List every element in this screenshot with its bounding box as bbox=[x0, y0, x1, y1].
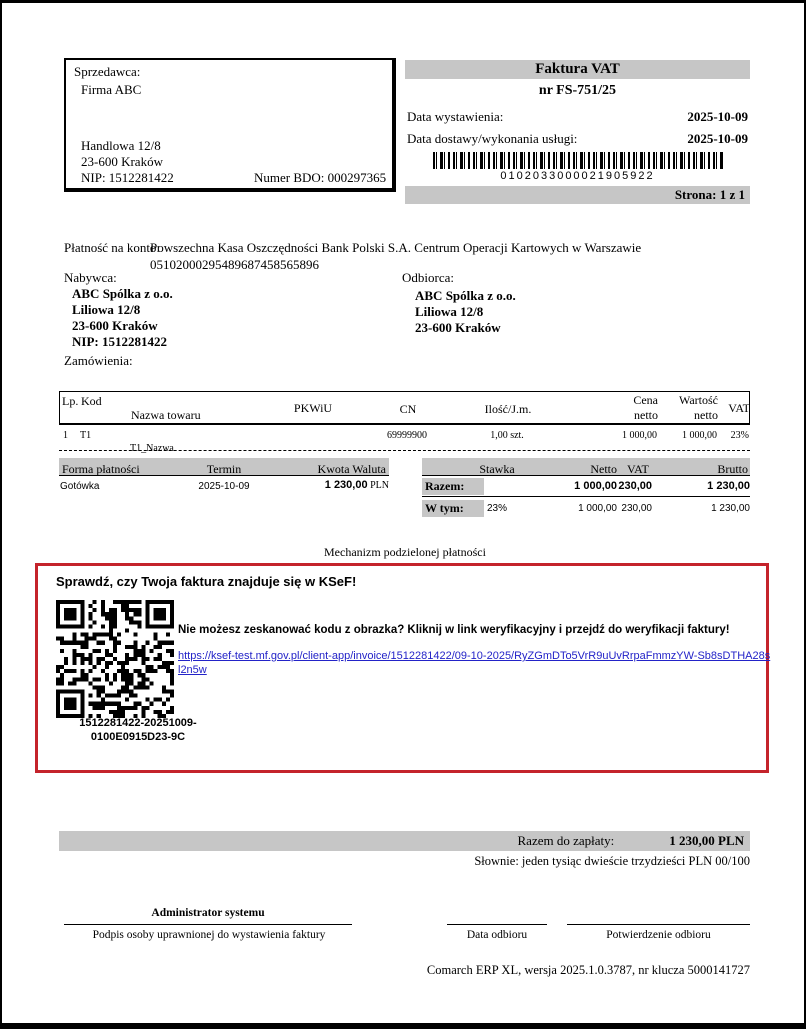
payment-account-label: Płatność na konto: bbox=[64, 240, 161, 255]
razem-brutto: 1 230,00 bbox=[707, 480, 750, 492]
delivery-date-label: Data dostawy/wykonania usługi: bbox=[407, 131, 578, 146]
buyer-address1: Liliowa 12/8 bbox=[72, 302, 141, 317]
buyer-nip: NIP: 1512281422 bbox=[72, 334, 167, 349]
col-vat: VAT bbox=[728, 401, 750, 415]
razem-netto: 1 000,00 bbox=[574, 480, 617, 492]
erp-footer: Comarch ERP XL, wersja 2025.1.0.3787, nr klucza 5000141727 bbox=[426, 963, 750, 977]
payment-table bbox=[59, 458, 389, 494]
items-table-header bbox=[59, 392, 750, 425]
col-wartosc-2: netto bbox=[694, 408, 718, 422]
total-due-bar bbox=[59, 831, 750, 851]
receiver-address2: 23-600 Kraków bbox=[415, 320, 501, 335]
amount-in-words: Słownie: jeden tysiąc dwieście trzydzieści PLN 00/100 bbox=[474, 854, 750, 868]
total-due-label: Razem do zapłaty: bbox=[517, 833, 615, 848]
issuer-caption: Podpis osoby uprawnionej do wystawienia faktury bbox=[92, 929, 326, 941]
receipt-confirm-caption: Potwierdzenie odbioru bbox=[606, 929, 711, 941]
orders-label: Zamówienia: bbox=[64, 353, 133, 368]
page-indicator: Strona: 1 z 1 bbox=[405, 186, 750, 204]
buyer-name: ABC Spólka z o.o. bbox=[72, 286, 173, 301]
col-vat-amount: VAT bbox=[627, 462, 649, 476]
receipt-confirm-line bbox=[567, 924, 750, 925]
col-pkwiu: PKWiU bbox=[293, 401, 333, 415]
qr-code bbox=[56, 600, 174, 718]
col-termin: Termin bbox=[206, 462, 242, 476]
delivery-date-value: 2025-10-09 bbox=[687, 131, 748, 146]
col-stawka: Stawka bbox=[479, 462, 515, 476]
payment-termin: 2025-10-09 bbox=[198, 481, 250, 492]
vat-table-header bbox=[422, 458, 750, 476]
seller-name: Firma ABC bbox=[81, 82, 142, 97]
item-wartosc-netto: 1 000,00 bbox=[682, 430, 717, 441]
issuer-name: Administrator systemu bbox=[151, 907, 265, 919]
issue-date-value: 2025-10-09 bbox=[687, 109, 748, 124]
receipt-date-caption: Data odbioru bbox=[466, 929, 528, 941]
wtym-brutto: 1 230,00 bbox=[711, 503, 750, 514]
ksef-verification-box bbox=[35, 563, 769, 773]
payment-waluta: PLN bbox=[370, 480, 389, 491]
seller-bdo: Numer BDO: 000297365 bbox=[254, 170, 387, 185]
vat-summary-table bbox=[422, 458, 750, 517]
item-kod: T1 bbox=[80, 430, 92, 441]
receipt-date-line bbox=[447, 924, 547, 925]
col-cn: CN bbox=[399, 402, 417, 416]
item-lp: 1 bbox=[63, 430, 68, 441]
payment-kwota: 1 230,00 bbox=[324, 479, 368, 491]
ksef-heading: Sprawdź, czy Twoja faktura znajduje się w KSeF! bbox=[56, 574, 357, 589]
col-cena-2: netto bbox=[634, 408, 658, 422]
col-ilosc: Ilość/J.m. bbox=[484, 402, 532, 416]
issue-date-label: Data wystawienia: bbox=[407, 109, 504, 124]
vat-razem-row bbox=[422, 476, 750, 497]
wtym-vat: 230,00 bbox=[621, 503, 652, 514]
ksef-qr-id-line2: 0100E0915D23-9C bbox=[90, 731, 186, 743]
col-lp: Lp. bbox=[62, 394, 79, 408]
col-nazwa: Nazwa towaru bbox=[131, 408, 201, 422]
ksef-qr-id-line1: 1512281422-20251009- bbox=[79, 717, 197, 729]
col-kod: Kod bbox=[81, 394, 102, 408]
ksef-verification-link[interactable]: https://ksef-test.mf.gov.pl/client-app/invoice/1512281422/09-10-2025/RyZGmDTo5VrR9uUvRrpaFmmzYW-Sb8sDTHA28sl2n5w bbox=[178, 650, 771, 676]
seller-label: Sprzedawca: bbox=[74, 64, 141, 79]
item-cn: 69999900 bbox=[387, 430, 427, 441]
split-payment-note: Mechanizm podzielonej płatności bbox=[324, 545, 486, 559]
col-forma: Forma płatności bbox=[62, 462, 140, 476]
buyer-label: Nabywca: bbox=[64, 270, 117, 285]
wtym-netto: 1 000,00 bbox=[578, 503, 617, 514]
col-wartosc-1: Wartość bbox=[678, 393, 718, 407]
payment-account-number: 05102000295489687458565896 bbox=[150, 257, 319, 272]
item-vat: 23% bbox=[730, 430, 749, 441]
total-due-amount: 1 230,00 PLN bbox=[669, 833, 744, 848]
col-brutto: Brutto bbox=[717, 462, 748, 476]
seller-address1: Handlowa 12/8 bbox=[81, 138, 161, 153]
receiver-address1: Liliowa 12/8 bbox=[415, 304, 484, 319]
item-ilosc: 1,00 szt. bbox=[490, 430, 524, 441]
seller-nip: NIP: 1512281422 bbox=[81, 170, 174, 185]
razem-label: Razem: bbox=[422, 478, 484, 495]
wtym-stawka: 23% bbox=[486, 503, 507, 514]
ksef-qr-id bbox=[43, 716, 233, 744]
col-netto: Netto bbox=[590, 462, 617, 476]
issuer-signature-line bbox=[64, 924, 352, 925]
payment-forma: Gotówka bbox=[60, 481, 100, 492]
seller-box bbox=[64, 58, 396, 192]
receiver-name: ABC Spólka z o.o. bbox=[415, 288, 516, 303]
col-cena-1: Cena bbox=[633, 393, 658, 407]
wtym-label: W tym: bbox=[422, 500, 484, 517]
receiver-label: Odbiorca: bbox=[402, 270, 454, 285]
invoice-title: Faktura VAT bbox=[405, 60, 750, 79]
payment-table-header bbox=[59, 458, 389, 476]
payment-row bbox=[59, 476, 389, 494]
payment-kwota-waluta bbox=[325, 479, 389, 491]
ksef-info: Nie możesz zeskanować kodu z obrazka? Kliknij w link weryfikacyjny i przejdź do weryfikacji faktury! bbox=[178, 624, 730, 636]
items-table bbox=[59, 391, 750, 454]
razem-vat: 230,00 bbox=[618, 480, 652, 492]
buyer-address2: 23-600 Kraków bbox=[72, 318, 158, 333]
barcode-number: 0102033000021905922 bbox=[500, 170, 655, 182]
item-cena-netto: 1 000,00 bbox=[622, 430, 657, 441]
barcode-image bbox=[433, 152, 723, 169]
item-nazwa: T1_Nazwa bbox=[130, 443, 174, 454]
seller-address2: 23-600 Kraków bbox=[81, 154, 163, 169]
invoice-number: nr FS-751/25 bbox=[538, 83, 617, 98]
payment-account-bank: Powszechna Kasa Oszczędności Bank Polski S.A. Centrum Operacji Kartowych w Warszawie bbox=[150, 240, 642, 255]
vat-wtym-row bbox=[422, 497, 750, 517]
col-kwota: Kwota Waluta bbox=[317, 462, 386, 476]
